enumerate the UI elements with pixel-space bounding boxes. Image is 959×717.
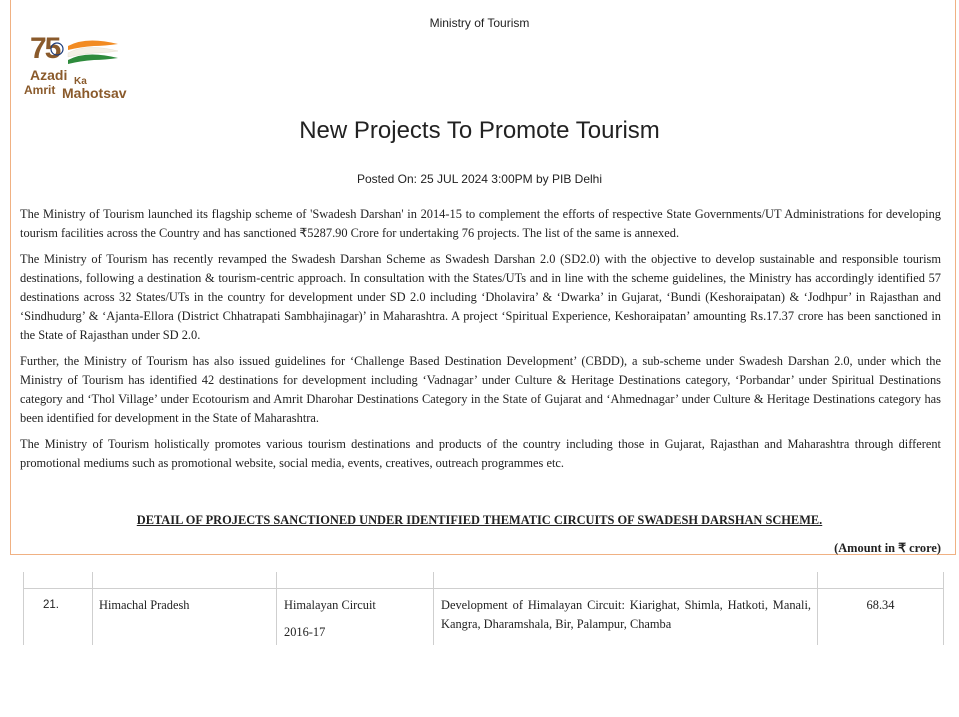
paragraph: The Ministry of Tourism holistically promotes various tourism destinations and products of the country including those in Gujarat, Rajasthan and Maharashtra through different promotional mediums such as promotional website, social media, events, creatives, outreach programmes etc. (20, 437, 941, 470)
ministry-name: Ministry of Tourism (429, 16, 530, 30)
page-title: New Projects To Promote Tourism (299, 117, 660, 144)
table-heading: DETAIL OF PROJECTS SANCTIONED UNDER IDENTIFIED THEMATIC CIRCUITS OF SWADESH DARSHAN SCHEME. (136, 513, 823, 527)
paragraph: The Ministry of Tourism has recently revamped the Swadesh Darshan Scheme as Swadesh Darshan 2.0 (SD2.0) with the objective to develop sustainable and responsible tourism destinations, following a destination & tourism-centric approach. In consultation with the States/UTs and in line with the scheme guidelines, the Ministry has accordingly identified 57 destinations across 32 States/UTs in the country for development under SD 2.0 including ‘Dholavira’ & ‘Dwarka’ in Gujarat, ‘Bundi (Keshoraipatan) & ‘Jodhpur’ in Rajasthan and ‘Sindhudurg’ & ‘Ajanta-Ellora (District Chhatrapati Sambhajinagar)’ in Maharashtra. A project ‘Spiritual Experience, Keshoraipatan’ amounting Rs.17.37 crore has been sanctioned in the State of Rajasthan under SD 2.0. (20, 252, 941, 342)
logo-amrit: Amrit (24, 83, 56, 97)
cell-sno: 21. (43, 599, 59, 611)
logo-mahotsav: Mahotsav (62, 85, 127, 101)
posted-on: Posted On: 25 JUL 2024 3:00PM by PIB Delhi (356, 172, 603, 186)
cell-year: 2016-17 (284, 625, 326, 639)
paragraph: Further, the Ministry of Tourism has also issued guidelines for ‘Challenge Based Destination Development’ (CBDD), a sub-scheme under Swadesh Darshan 2.0, under which the Ministry of Tourism has identified 42 destinations for development including ‘Vadnagar’ under Culture & Heritage Destinations category, ‘Porbandar’ under Spiritual Destinations category and ‘Thol Village’ under Ecotourism and Amrit Dharohar Destinations Category in the State of Gujarat and ‘Ahmednagar’ under Culture & Heritage Destinations category has been identified for development in the State of Maharashtra. (20, 354, 941, 425)
amount-note: (Amount in ₹ crore) (834, 541, 941, 555)
cell-amount: 68.34 (866, 598, 895, 612)
logo-number: 75 (30, 32, 60, 65)
green-stripe (68, 54, 118, 64)
cell-state: Himachal Pradesh (99, 598, 190, 612)
logo-ka: Ka (74, 76, 87, 87)
azadi-ka-amrit-mahotsav-logo (24, 32, 148, 102)
cell-circuit: Himalayan Circuit (284, 598, 376, 612)
projects-table (23, 572, 944, 645)
paragraph: The Ministry of Tourism launched its flagship scheme of 'Swadesh Darshan' in 2014-15 to complement the efforts of respective State Governments/UT Administrations for developing tourism facilities across the Country and has sanctioned ₹5287.90 Crore for undertaking 76 projects. The list of the same is annexed. (20, 207, 941, 240)
cell-project: Development of Himalayan Circuit: Kiarighat, Shimla, Hatkoti, Manali, Kangra, Dharamshala, Bir, Palampur, Chamba (441, 598, 811, 631)
logo-azadi: Azadi (30, 67, 68, 83)
table-divider (23, 588, 944, 589)
release-body (20, 205, 941, 480)
